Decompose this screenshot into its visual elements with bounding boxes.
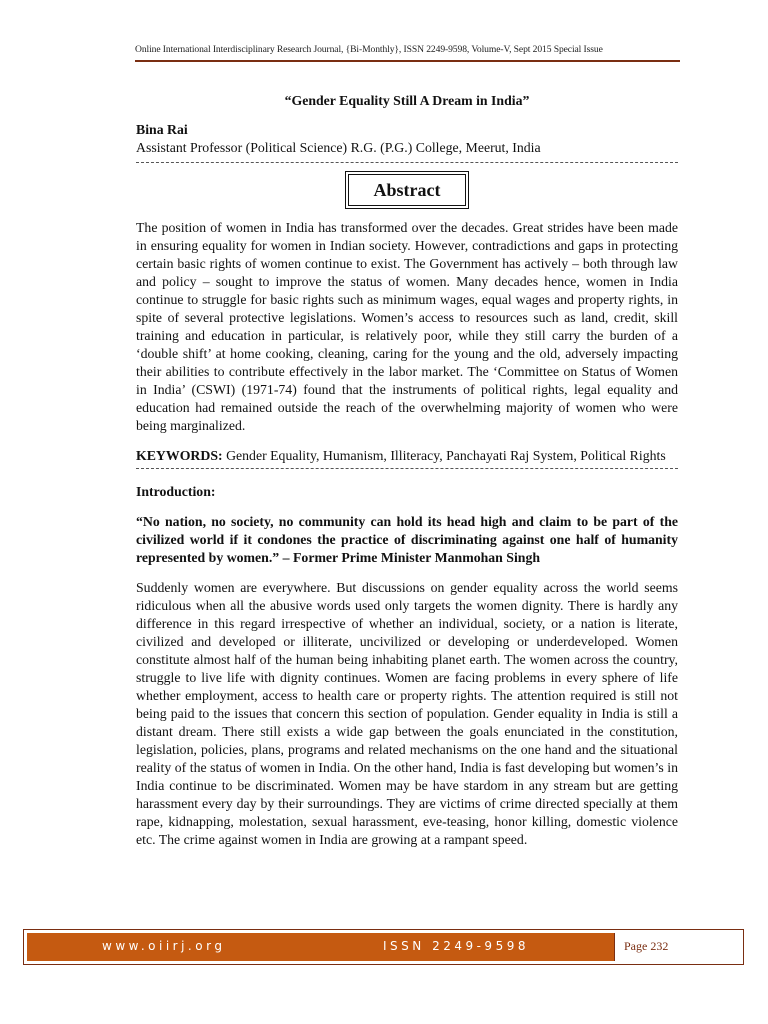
footer-issn: ISSN 2249-9598 <box>383 939 529 953</box>
abstract-heading-frame <box>345 171 469 209</box>
header-rule <box>135 60 680 62</box>
page-content <box>136 92 678 849</box>
paper-title: “Gender Equality Still A Dream in India” <box>284 93 530 108</box>
abstract-paragraph: The position of women in India has transformed over the decades. Great strides have been made in ensuring equality for women in Indian society. However, contradictions and gaps in protecting certain basic rights of women continue to exist. The Government has actively – both through law and policy – sought to improve the status of women. Many decades hence, women in India continue to struggle for basic rights such as minimum wages, equal wages and property rights, in spite of several protective legislations. Women’s access to resources such as land, credit, skill training and education in particular, is relatively poor, while they still carry the burden of a ‘double shift’ at home cooking, cleaning, caring for the young and the old, adversely impacting their abilities to contribute effectively in the labor market. The ‘Committee on Status of Women in India’ (CSWI) (1971-74) found that the instruments of political rights, legal equality and education had remained outside the reach of the overwhelming majority of women who were being marginalized. <box>136 220 678 433</box>
page-footer <box>23 929 744 965</box>
dashed-divider <box>136 468 678 469</box>
abstract-heading-wrap <box>136 171 678 209</box>
introduction-heading: Introduction: <box>136 484 216 499</box>
journal-header: Online International Interdisciplinary Research Journal, {Bi-Monthly}, ISSN 2249-9598, Volume-V, Sept 2015 Special Issue <box>135 44 603 55</box>
page-number: Page 232 <box>624 939 669 953</box>
introduction-quote: “No nation, no society, no community can hold its head high and claim to be part of the civilized world if it condones the practice of discriminating against one half of humanity represented by women.” – Former Prime Minister Manmohan Singh <box>136 514 678 565</box>
footer-page-box <box>614 933 740 961</box>
author-name: Bina Rai <box>136 122 188 137</box>
keywords-list: Gender Equality, Humanism, Illiteracy, Panchayati Raj System, Political Rights <box>222 448 666 463</box>
dashed-divider <box>136 162 678 163</box>
abstract-heading: Abstract <box>348 174 466 206</box>
footer-website: www.oiirj.org <box>102 939 226 953</box>
keywords-label: KEYWORDS: <box>136 448 223 463</box>
introduction-paragraph: Suddenly women are everywhere. But discussions on gender equality across the world seems ridiculous when all the abusive words used only targets the women dignity. There is hardly any difference in this regard irrespective of whether an individual, society, or a nation is literate, civilized and developed or illiterate, uncivilized or developing or underdeveloped. Women constitute almost half of the human being inhabiting planet earth. The women across the country, struggle to live life with dignity continues. Women are facing problems in every sphere of life whether employment, access to health care or property rights. The attention required is still not being paid to the issues that concern this section of population. Gender equality in India is still a distant dream. There still exists a wide gap between the goals enunciated in the constitution, legislation, policies, plans, programs and related mechanisms on the one hand and the situational reality of the status of women in India. On the other hand, India is fast developing but women’s in India continue to be discriminated. Women may be have stardom in any stream but are getting harassment every day by their surroundings. They are victims of crime directed specially at them rape, kidnapping, molestation, sexual harassment, eve-teasing, honor killing, domestic violence etc. The crime against women in India are growing at a rampant speed. <box>136 580 678 847</box>
footer-bar <box>27 933 740 961</box>
keywords-line <box>136 447 678 465</box>
author-affiliation: Assistant Professor (Political Science) R.G. (P.G.) College, Meerut, India <box>136 140 541 155</box>
